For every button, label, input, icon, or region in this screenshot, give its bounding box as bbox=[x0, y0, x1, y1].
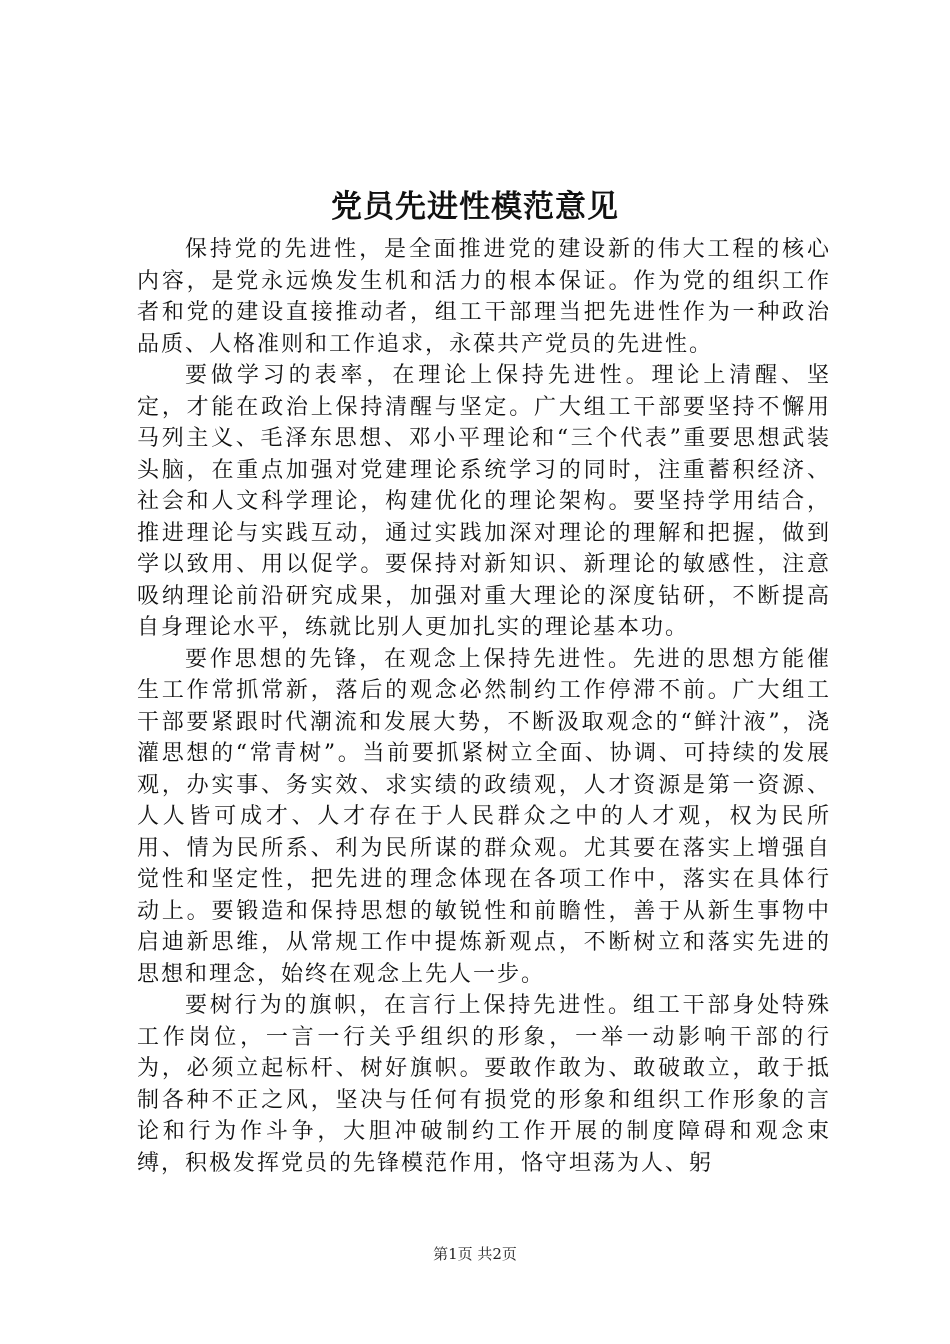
page-footer: 第1页 共2页 bbox=[433, 1245, 517, 1263]
document-body bbox=[137, 234, 831, 1179]
paragraph-intro: 保持党的先进性，是全面推进党的建设新的伟大工程的核心内容，是党永远焕发生机和活力的根本保证。作为党的组织工作者和党的建设直接推动者，组工干部理当把先进性作为一种政治品质、人格准则和工作追求，永葆共产党员的先进性。 bbox=[137, 237, 831, 357]
paragraph-study: 要做学习的表率，在理论上保持先进性。理论上清醒、坚定，才能在政治上保持清醒与坚定。广大组工干部要坚持不懈用马列主义、毛泽东思想、邓小平理论和“三个代表”重要思想武装头脑，在重点加强对党建理论系统学习的同时，注重蓄积经济、社会和人文科学理论，构建优化的理论架构。要坚持学用结合，推进理论与实践互动，通过实践加深对理论的理解和把握，做到学以致用、用以促学。要保持对新知识、新理论的敏感性，注意吸纳理论前沿研究成果，加强对重大理论的深度钻研，不断提高自身理论水平，练就比别人更加扎实的理论基本功。 bbox=[137, 363, 831, 640]
paragraph-thought: 要作思想的先锋，在观念上保持先进性。先进的思想方能催生工作常抓常新，落后的观念必然制约工作停滞不前。广大组工干部要紧跟时代潮流和发展大势，不断汲取观念的“鲜汁液”，浇灌思想的“常青树”。当前要抓紧树立全面、协调、可持续的发展观，办实事、务实效、求实绩的政绩观，人才资源是第一资源、人人皆可成才、人才存在于人民群众之中的人才观，权为民所用、情为民所系、利为民所谋的群众观。尤其要在落实上增强自觉性和坚定性，把先进的理念体现在各项工作中，落实在具体行动上。要锻造和保持思想的敏锐性和前瞻性，善于从新生事物中启迪新思维，从常规工作中提炼新观点，不断树立和落实先进的思想和理念，始终在观念上先人一步。 bbox=[137, 646, 831, 987]
paragraph-conduct: 要树行为的旗帜，在言行上保持先进性。组工干部身处特殊工作岗位，一言一行关乎组织的形象，一举一动影响干部的行为，必须立起标杆、树好旗帜。要敢作敢为、敢破敢立，敢于抵制各种不正之风，坚决与任何有损党的形象和组织工作形象的言论和行为作斗争，大胆冲破制约工作开展的制度障碍和观念束缚，积极发挥党员的先锋模范作用，恪守坦荡为人、躬 bbox=[137, 993, 831, 1176]
document-title: 党员先进性模范意见 bbox=[331, 189, 619, 225]
